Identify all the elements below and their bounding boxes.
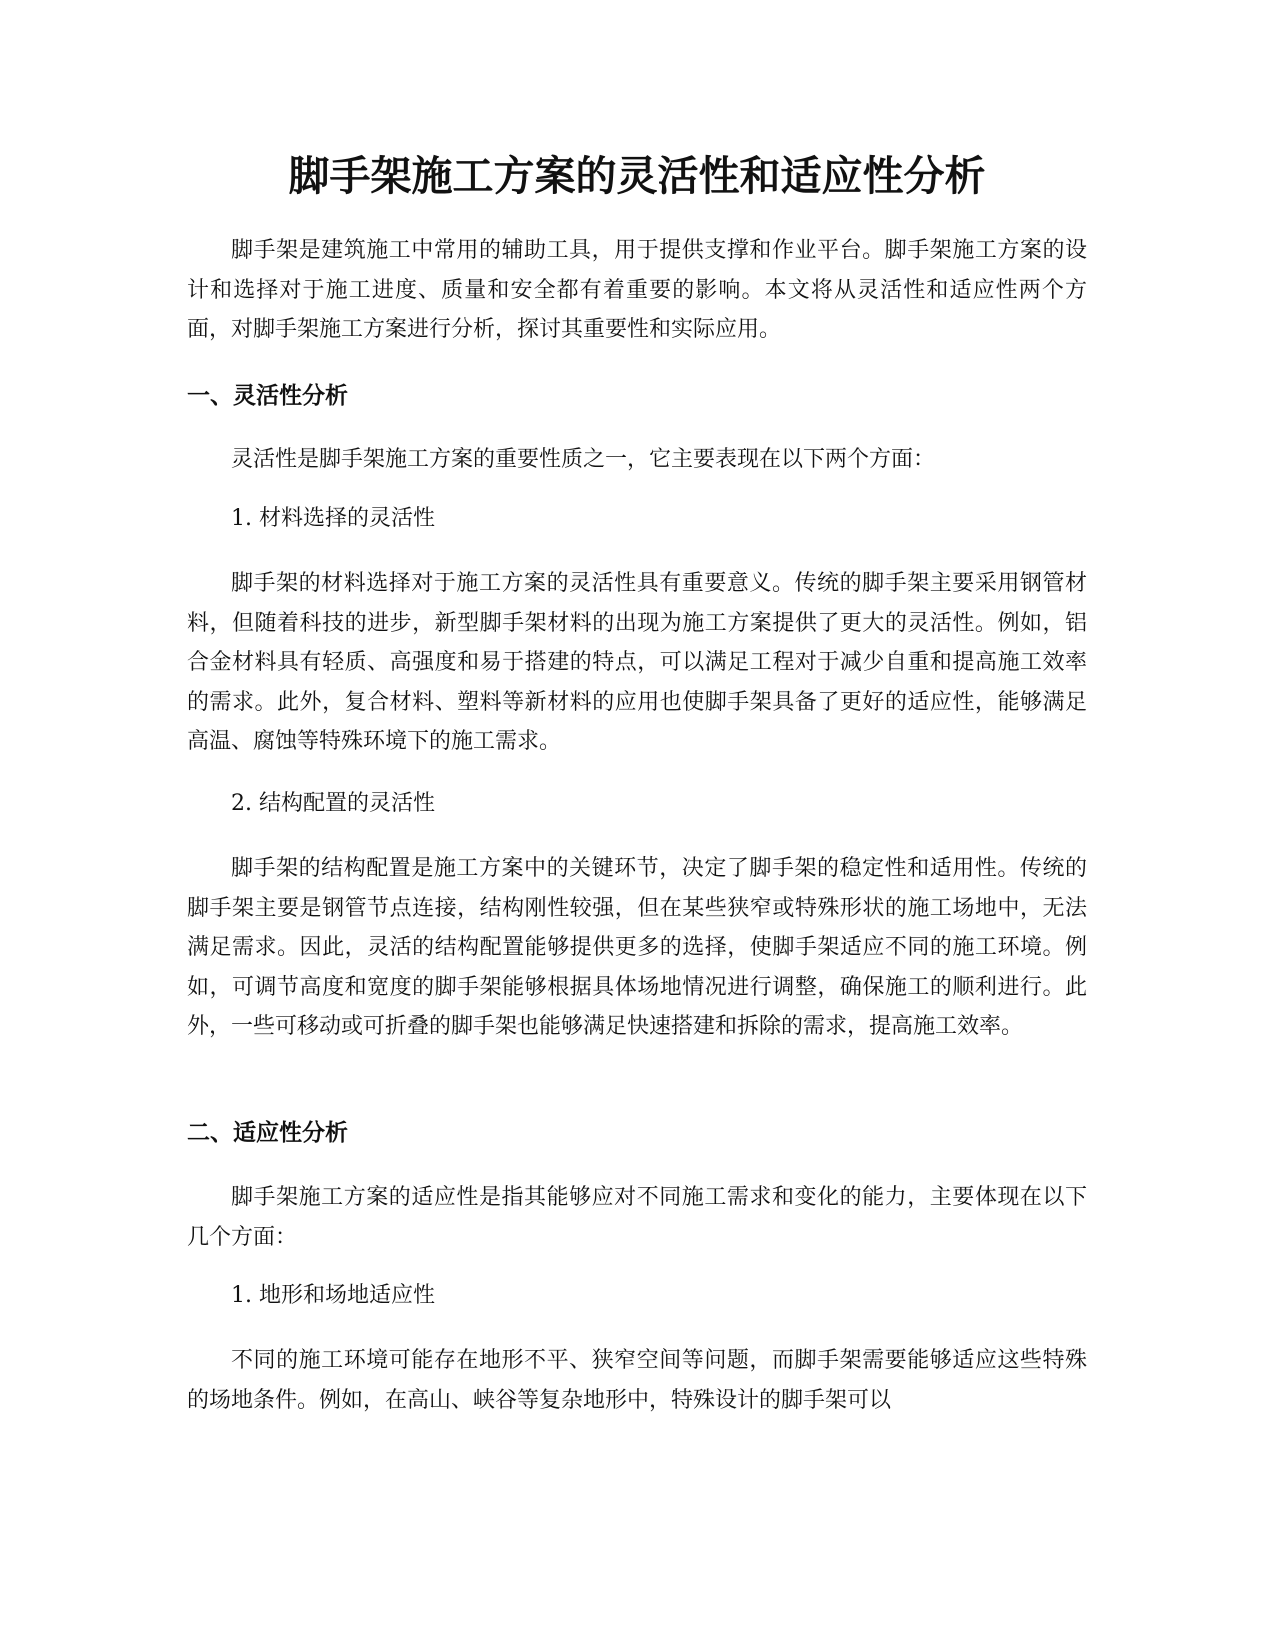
subheading-structure-flexibility: 2. 结构配置的灵活性 xyxy=(231,791,435,816)
paragraph-material-flexibility: 脚手架的材料选择对于施工方案的灵活性具有重要意义。传统的脚手架主要采用钢管材料，但随着科技的进步，新型脚手架材料的出现为施工方案提供了更大的灵活性。例如，铝合金材料具有轻质、高强度和易于搭建的特点，可以满足工程对于减少自重和提高施工效率的需求。此外，复合材料、塑料等新材料的应用也使脚手架具备了更好的适应性，能够满足高温、腐蚀等特殊环境下的施工需求。 xyxy=(187,571,1087,754)
paragraph-terrain-adaptability: 不同的施工环境可能存在地形不平、狭窄空间等问题，而脚手架需要能够适应这些特殊的场地条件。例如，在高山、峡谷等复杂地形中，特殊设计的脚手架可以 xyxy=(187,1348,1087,1413)
section-heading-flexibility: 一、灵活性分析 xyxy=(187,383,348,409)
section-lead-adaptability: 脚手架施工方案的适应性是指其能够应对不同施工需求和变化的能力，主要体现在以下几个方面： xyxy=(187,1185,1087,1250)
page-title: 脚手架施工方案的灵活性和适应性分析 xyxy=(288,152,986,200)
subheading-material-flexibility: 1. 材料选择的灵活性 xyxy=(231,506,435,531)
intro-paragraph: 脚手架是建筑施工中常用的辅助工具，用于提供支撑和作业平台。脚手架施工方案的设计和选择对于施工进度、质量和安全都有着重要的影响。本文将从灵活性和适应性两个方面，对脚手架施工方案进行分析，探讨其重要性和实际应用。 xyxy=(187,238,1087,342)
section-lead-flexibility: 灵活性是脚手架施工方案的重要性质之一，它主要表现在以下两个方面： xyxy=(231,447,936,472)
paragraph-structure-flexibility: 脚手架的结构配置是施工方案中的关键环节，决定了脚手架的稳定性和适用性。传统的脚手架主要是钢管节点连接，结构刚性较强，但在某些狭窄或特殊形状的施工场地中，无法满足需求。因此，灵活的结构配置能够提供更多的选择，使脚手架适应不同的施工环境。例如，可调节高度和宽度的脚手架能够根据具体场地情况进行调整，确保施工的顺利进行。此外，一些可移动或可折叠的脚手架也能够满足快速搭建和拆除的需求，提高施工效率。 xyxy=(187,856,1087,1039)
subheading-terrain-adaptability: 1. 地形和场地适应性 xyxy=(231,1283,435,1308)
section-heading-adaptability: 二、适应性分析 xyxy=(187,1120,348,1146)
